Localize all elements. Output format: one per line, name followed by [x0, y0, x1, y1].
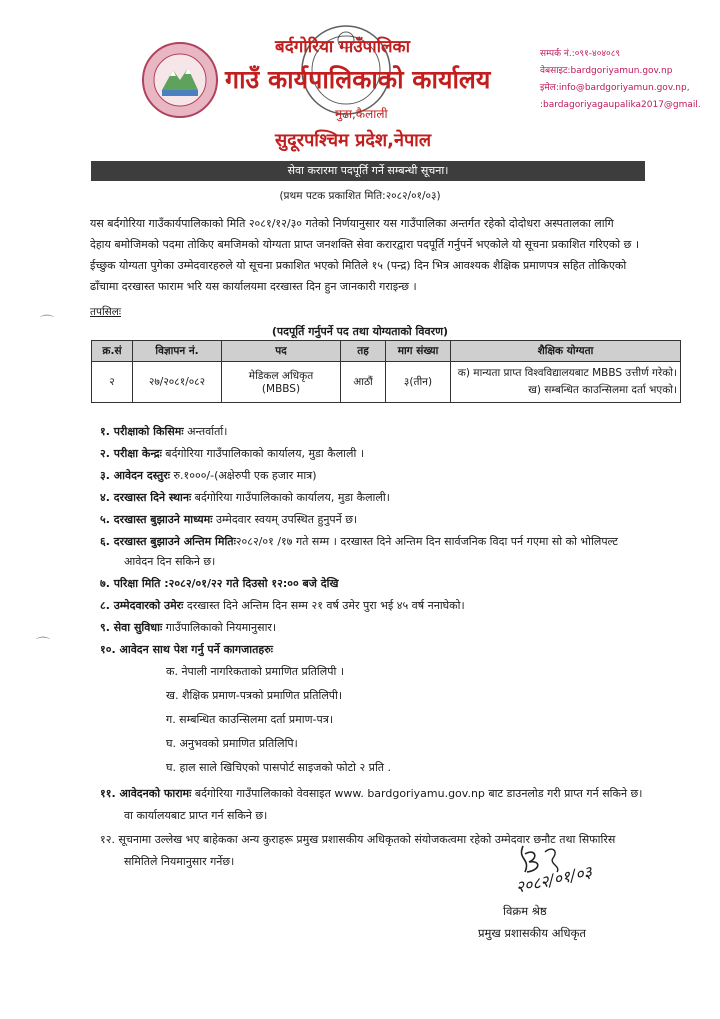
item-text: बर्दगोरिया गाउँपालिकाको कार्यालय, मुडा कैलाली । — [161, 447, 365, 460]
col-header-level: तह — [341, 341, 386, 362]
condition-item — [100, 598, 680, 613]
item-text: गाउँपालिकाको नियमानुसार। — [162, 621, 277, 634]
notice-title-banner: सेवा करारमा पदपूर्ति गर्ने सम्बन्धी सूचना। — [91, 161, 645, 181]
item-label: ८. उम्मेदवारको उमेरः — [100, 599, 184, 612]
condition-item-continuation: वा कार्यालयबाट प्राप्त गर्न सकिने छ। — [124, 809, 268, 822]
condition-item — [100, 424, 680, 439]
handwritten-date: २०८२/०१/०३ — [513, 862, 594, 897]
col-header-demand: माग संख्या — [386, 341, 451, 362]
cell-post — [222, 362, 341, 403]
org-address: मुढा,कैलाली — [335, 107, 388, 121]
binder-mark: ⌒ — [36, 637, 50, 653]
org-name-line1: बर्दगोरिया गाउँपालिका — [275, 37, 410, 57]
condition-item — [100, 512, 680, 527]
post-degree: (MBBS) — [261, 383, 301, 395]
table-title: (पदपूर्ति गर्नुपर्ने पद तथा योग्यताको विवरण) — [271, 325, 449, 338]
cell-qualification — [451, 362, 681, 403]
contact-phone: सम्पर्क नं.:०९१-४०४०८९ — [540, 49, 621, 59]
item-label: ११. आवेदनको फारामः — [100, 787, 192, 800]
signatory-name: विक्रम श्रेष्ठ — [503, 904, 547, 918]
condition-item — [100, 576, 680, 591]
signatory-title: प्रमुख प्रशासकीय अधिकृत — [478, 926, 586, 940]
cell-adv-no: २७/२०८१/०८२ — [133, 362, 222, 403]
contact-block — [540, 46, 701, 114]
item-text: २०८२/०१ /१७ गते सम्म । दरखास्त दिने अन्तिम दिन सार्वजनिक विदा पर्न गएमा सो को भोलिपल्ट — [235, 535, 618, 548]
post-name: मेडिकल अधिकृत — [248, 370, 314, 382]
condition-item — [100, 642, 680, 657]
item-text: रु.१०००/-(अक्षेरुपी एक हजार मात्र) — [169, 469, 317, 482]
col-header-post: पद — [222, 341, 341, 362]
condition-item — [100, 490, 680, 505]
table-header-row — [92, 341, 681, 362]
item-text: बर्दगोरिया गाउँपालिकाको वेवसाइत www. bardgoriyamu.gov.np बाट डाउनलोड गरी प्राप्त गर्न सकिने छ। — [191, 787, 643, 800]
intro-paragraph — [90, 213, 660, 297]
document-item: क. नेपाली नागरिकताको प्रमाणित प्रतिलिपी । — [166, 665, 345, 678]
contact-email: इमेल:info@bardgoriyamun.gov.np, — [540, 83, 690, 93]
org-province: सुदूरपश्चिम प्रदेश,नेपाल — [275, 130, 432, 151]
col-header-adv-no: विज्ञापन नं. — [133, 341, 222, 362]
item-label: २. परीक्षा केन्द्रः — [100, 447, 162, 460]
item-label: १. परीक्षाको किसिमः — [100, 425, 184, 438]
col-header-sn: क्र.सं — [92, 341, 133, 362]
item-text: उम्मेदवार स्वयम् उपस्थित हुनुपर्ने छ। — [212, 513, 358, 526]
item-text: बर्दगोरिया गाउँपालिकाको कार्यालय, मुडा कैलाली। — [191, 491, 390, 504]
intro-line: ईच्छुक योग्यता पुगेका उम्मेदवारहरुले यो सूचना प्रकाशित भएको मितिले १५ (पन्द्र) दिन भित्र आवश्यक शैक्षिक प्रमाणपत्र सहित तोकिएको — [90, 259, 627, 272]
publish-date: (प्रथम पटक प्रकाशित मिति:२०८२/०१/०३) — [279, 190, 441, 202]
contact-email2: :bardagoriyagaupalika2017@gmail. — [540, 100, 701, 110]
cell-sn: २ — [92, 362, 133, 403]
vacancy-table — [91, 340, 681, 403]
intro-line: ढाँचामा दरखास्त फाराम भरि यस कार्यालयमा दरखास्त दिन हुन जानकारी गराइन्छ । — [90, 280, 417, 293]
item-label: ५. दरखास्त बुझाउने माध्यमः — [100, 513, 213, 526]
municipality-logo — [140, 40, 220, 120]
document-item: ग. सम्बन्धित काउन्सिलमा दर्ता प्रमाण-पत्र। — [166, 713, 333, 726]
qualification-line: ख) सम्बन्धित काउन्सिलमा दर्ता भएको। — [528, 384, 677, 396]
contact-website: वेबसाइट:bardgoriyamun.gov.np — [540, 66, 673, 76]
condition-item — [100, 446, 680, 461]
item-label: ७. परिक्षा मिति :२०८२/०१/२२ गते दिउसो १२:०० बजे देखि — [100, 577, 339, 590]
item-label: १०. आवेदन साथ पेश गर्नु पर्ने कागजातहरुः — [100, 643, 274, 656]
item-text: अन्तर्वार्ता। — [183, 425, 228, 438]
document-item: ख. शैक्षिक प्रमाण-पत्रको प्रमाणित प्रतिलिपी। — [166, 689, 343, 702]
condition-item: १२. सूचनामा उल्लेख भए बाहेकका अन्य कुराहरू प्रमुख प्रशासकीय अधिकृतको संयोजकत्वमा रहेको उम्मेदवार छनौट तथा सिफारिस — [100, 833, 616, 846]
col-header-qualification: शैक्षिक योग्यता — [451, 341, 681, 362]
condition-item-continuation: आवेदन दिन सकिने छ। — [124, 555, 216, 568]
intro-line: देहाय बमोजिमको पदमा तोकिए बमजिमको योग्यता प्राप्त जनशक्ति सेवा करारद्वारा पदपूर्ति गर्नुपर्ने भएकोले यो सूचना प्रकाशित गरिएको छ । — [90, 238, 640, 251]
document-item: घ. अनुभवको प्रमाणित प्रतिलिपि। — [166, 737, 298, 750]
item-label: ४. दरखास्त दिने स्थानः — [100, 491, 192, 504]
document-item: घ. हाल साले खिचिएको पासपोर्ट साइजको फोटो २ प्रति . — [166, 761, 392, 774]
details-label: तपसिलः — [90, 306, 122, 318]
qualification-line: क) मान्यता प्राप्त विश्वविद्यालयबाट MBBS उत्तीर्ण गरेको। — [457, 367, 677, 379]
item-label: ३. आवेदन दस्तुरः — [100, 469, 170, 482]
condition-item-continuation: समितिले नियमानुसार गर्नेछ। — [124, 855, 235, 868]
org-name-line2: गाउँ कार्यपालिकाको कार्यालय — [225, 65, 491, 94]
condition-item — [100, 786, 680, 801]
condition-item — [100, 620, 680, 635]
item-label: ६. दरखास्त बुझाउने अन्तिम मितिः — [100, 535, 236, 548]
binder-mark: ⌒ — [40, 315, 54, 331]
table-row — [92, 362, 681, 403]
item-text: दरखास्त दिने अन्तिम दिन सम्म २१ वर्ष उमेर पुरा भई ४५ वर्ष ननाघेको। — [183, 599, 465, 612]
intro-line: यस बर्दगोरिया गाउँकार्यपालिकाको मिति २०८१/१२/३० गतेको निर्णयानुसार यस गाउँपालिका अन्तर्गत रहेको दोदोधरा अस्पतालका लागि — [90, 217, 614, 230]
cell-demand: ३(तीन) — [386, 362, 451, 403]
condition-item — [100, 468, 680, 483]
condition-item — [100, 534, 680, 549]
cell-level: आठौं — [341, 362, 386, 403]
item-label: ९. सेवा सुविधाः — [100, 621, 163, 634]
